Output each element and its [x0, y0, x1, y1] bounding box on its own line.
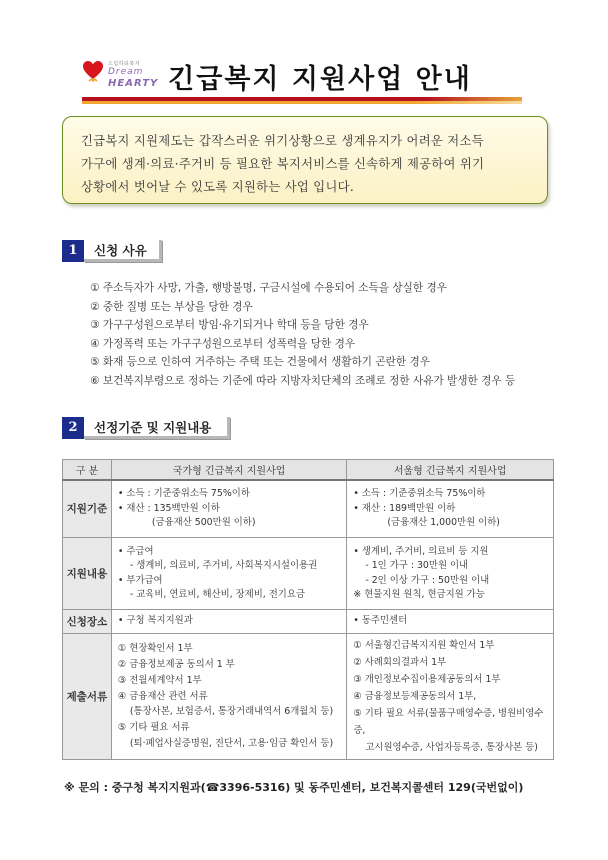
cell-line: ② 금융정보제공 동의서 1 부: [117, 659, 235, 670]
cell-line: ③ 전월세계약서 1부: [117, 674, 202, 686]
page-title: 긴급복지 지원사업 안내: [168, 64, 472, 95]
section-label: 신청 사유: [84, 240, 162, 262]
list-item: ② 중한 질병 또는 부상을 당한 경우: [90, 300, 253, 313]
cell-line: • 재산 : 189백만원 이하: [353, 502, 456, 514]
cell-line: • 소득 : 기준중위소득 75%이하: [353, 488, 486, 500]
logo-hearty-text: HEARTY: [108, 78, 159, 89]
cell-line: (통장사본, 보험증서, 통장거래내역서 6개월치 등): [129, 706, 334, 718]
list-item: ① 주소득자가 사망, 가출, 행방불명, 구금시설에 수용되어 소득을 상실한 경우: [90, 282, 447, 294]
cell-line: • 부가급여: [117, 574, 163, 586]
logo-small-text: 드림하티복지: [108, 61, 140, 67]
cell-line: - 2인 이상 가구 : 50만원 이내: [365, 574, 490, 586]
heart-person-icon: [82, 60, 104, 82]
section-label: 선정기준 및 지원내용: [84, 417, 230, 439]
intro-line: 가구에 생계·의료·주거비 등 필요한 복지서비스를 신속하게 제공하여 위기: [81, 157, 485, 171]
place-national: • 구청 복지지원과: [111, 610, 346, 634]
cell-line: - 1인 가구 : 30만원 이내: [365, 560, 469, 572]
cell-line: • 주급여: [117, 546, 154, 558]
cell-line: ① 현장확인서 1부: [117, 643, 193, 655]
cell-line: ⑤ 기타 필요 서류: [117, 722, 190, 734]
row-label-criteria: 지원기준: [63, 480, 112, 538]
table-row-documents: [63, 634, 554, 760]
list-item: ④ 가정폭력 또는 가구구성원으로부터 성폭력을 당한 경우: [90, 337, 356, 350]
list-item: ⑥ 보건복지부령으로 정하는 기준에 따라 지방자치단체의 조례로 정한 사유가 발생한 경우 등: [90, 374, 516, 387]
table-row-content: [63, 538, 554, 610]
support-comparison-table: [62, 459, 554, 760]
cell-line: ② 사례회의결과서 1부: [353, 657, 447, 668]
header-seoul: 서울형 긴급복지 지원사업: [347, 460, 554, 480]
table-header-row: [63, 460, 554, 480]
table-row-place: [63, 610, 554, 634]
title-underline-orange: [82, 101, 522, 104]
cell-line: ⑤ 기타 필요 서류(물품구매영수증, 병원비영수증,: [353, 708, 544, 736]
cell-line: ④ 금융재산 관련 서류: [117, 690, 208, 702]
row-label-place: 신청장소: [63, 610, 112, 634]
table-row-criteria: [63, 480, 554, 538]
cell-line: - 교육비, 연료비, 해산비, 장제비, 전기요금: [129, 588, 305, 600]
documents-seoul: [347, 634, 554, 760]
cell-line: ④ 금융정보등제공동의서 1부,: [353, 691, 477, 702]
row-label-documents: 제출서류: [63, 634, 112, 760]
cell-line: (금융재산 1,000만원 이하): [387, 516, 500, 528]
header-category: 구 분: [63, 460, 112, 480]
cell-line: - 생계비, 의료비, 주거비, 사회복지시설이용권: [129, 560, 318, 572]
cell-line: • 소득 : 기준중위소득 75%이하: [117, 488, 250, 500]
application-reasons-list: [90, 279, 570, 391]
row-label-content: 지원내용: [63, 538, 112, 610]
documents-national: [111, 634, 346, 760]
cell-line: ③ 개인정보수집이용제공동의서 1부: [353, 674, 501, 685]
section-number: 1: [62, 240, 84, 262]
list-item: ③ 가구구성원으로부터 방임·유기되거나 학대 등을 당한 경우: [90, 319, 369, 332]
cell-line: ※ 현물지원 원칙, 현금지원 가능: [353, 588, 485, 600]
logo-dream-text: Dream: [108, 67, 144, 77]
criteria-national: [111, 480, 346, 538]
criteria-seoul: [347, 480, 554, 538]
section-number: 2: [62, 417, 84, 439]
content-seoul: [347, 538, 554, 610]
header-national: 국가형 긴급복지 지원사업: [111, 460, 346, 480]
intro-box: [62, 116, 548, 204]
list-item: ⑤ 화재 등으로 인하여 거주하는 주택 또는 건물에서 생활하기 곤란한 경우: [90, 356, 430, 369]
place-seoul: • 동주민센터: [347, 610, 554, 634]
cell-line: • 재산 : 135백만원 이하: [117, 502, 220, 514]
cell-line: (금융재산 500만원 이하): [151, 516, 256, 528]
contact-note: ※ 문의 : 중구청 복지지원과(☎3396-5316) 및 동주민센터, 보건복지콜센터 129(국번없이): [64, 781, 524, 794]
intro-line: 긴급복지 지원제도는 갑작스러운 위기상황으로 생계유지가 어려운 저소득: [81, 134, 484, 148]
cell-line: (퇴·폐업사실증명원, 진단서, 고용·임금 확인서 등): [129, 737, 334, 749]
content-national: [111, 538, 346, 610]
cell-line: 고시원영수증, 사업자등록증, 통장사본 등): [365, 742, 538, 753]
cell-line: • 생계비, 주거비, 의료비 등 지원: [353, 546, 489, 558]
intro-line: 상황에서 벗어날 수 있도록 지원하는 사업 입니다.: [81, 180, 355, 194]
cell-line: ① 서울형긴급복지지원 확인서 1부: [353, 640, 495, 651]
